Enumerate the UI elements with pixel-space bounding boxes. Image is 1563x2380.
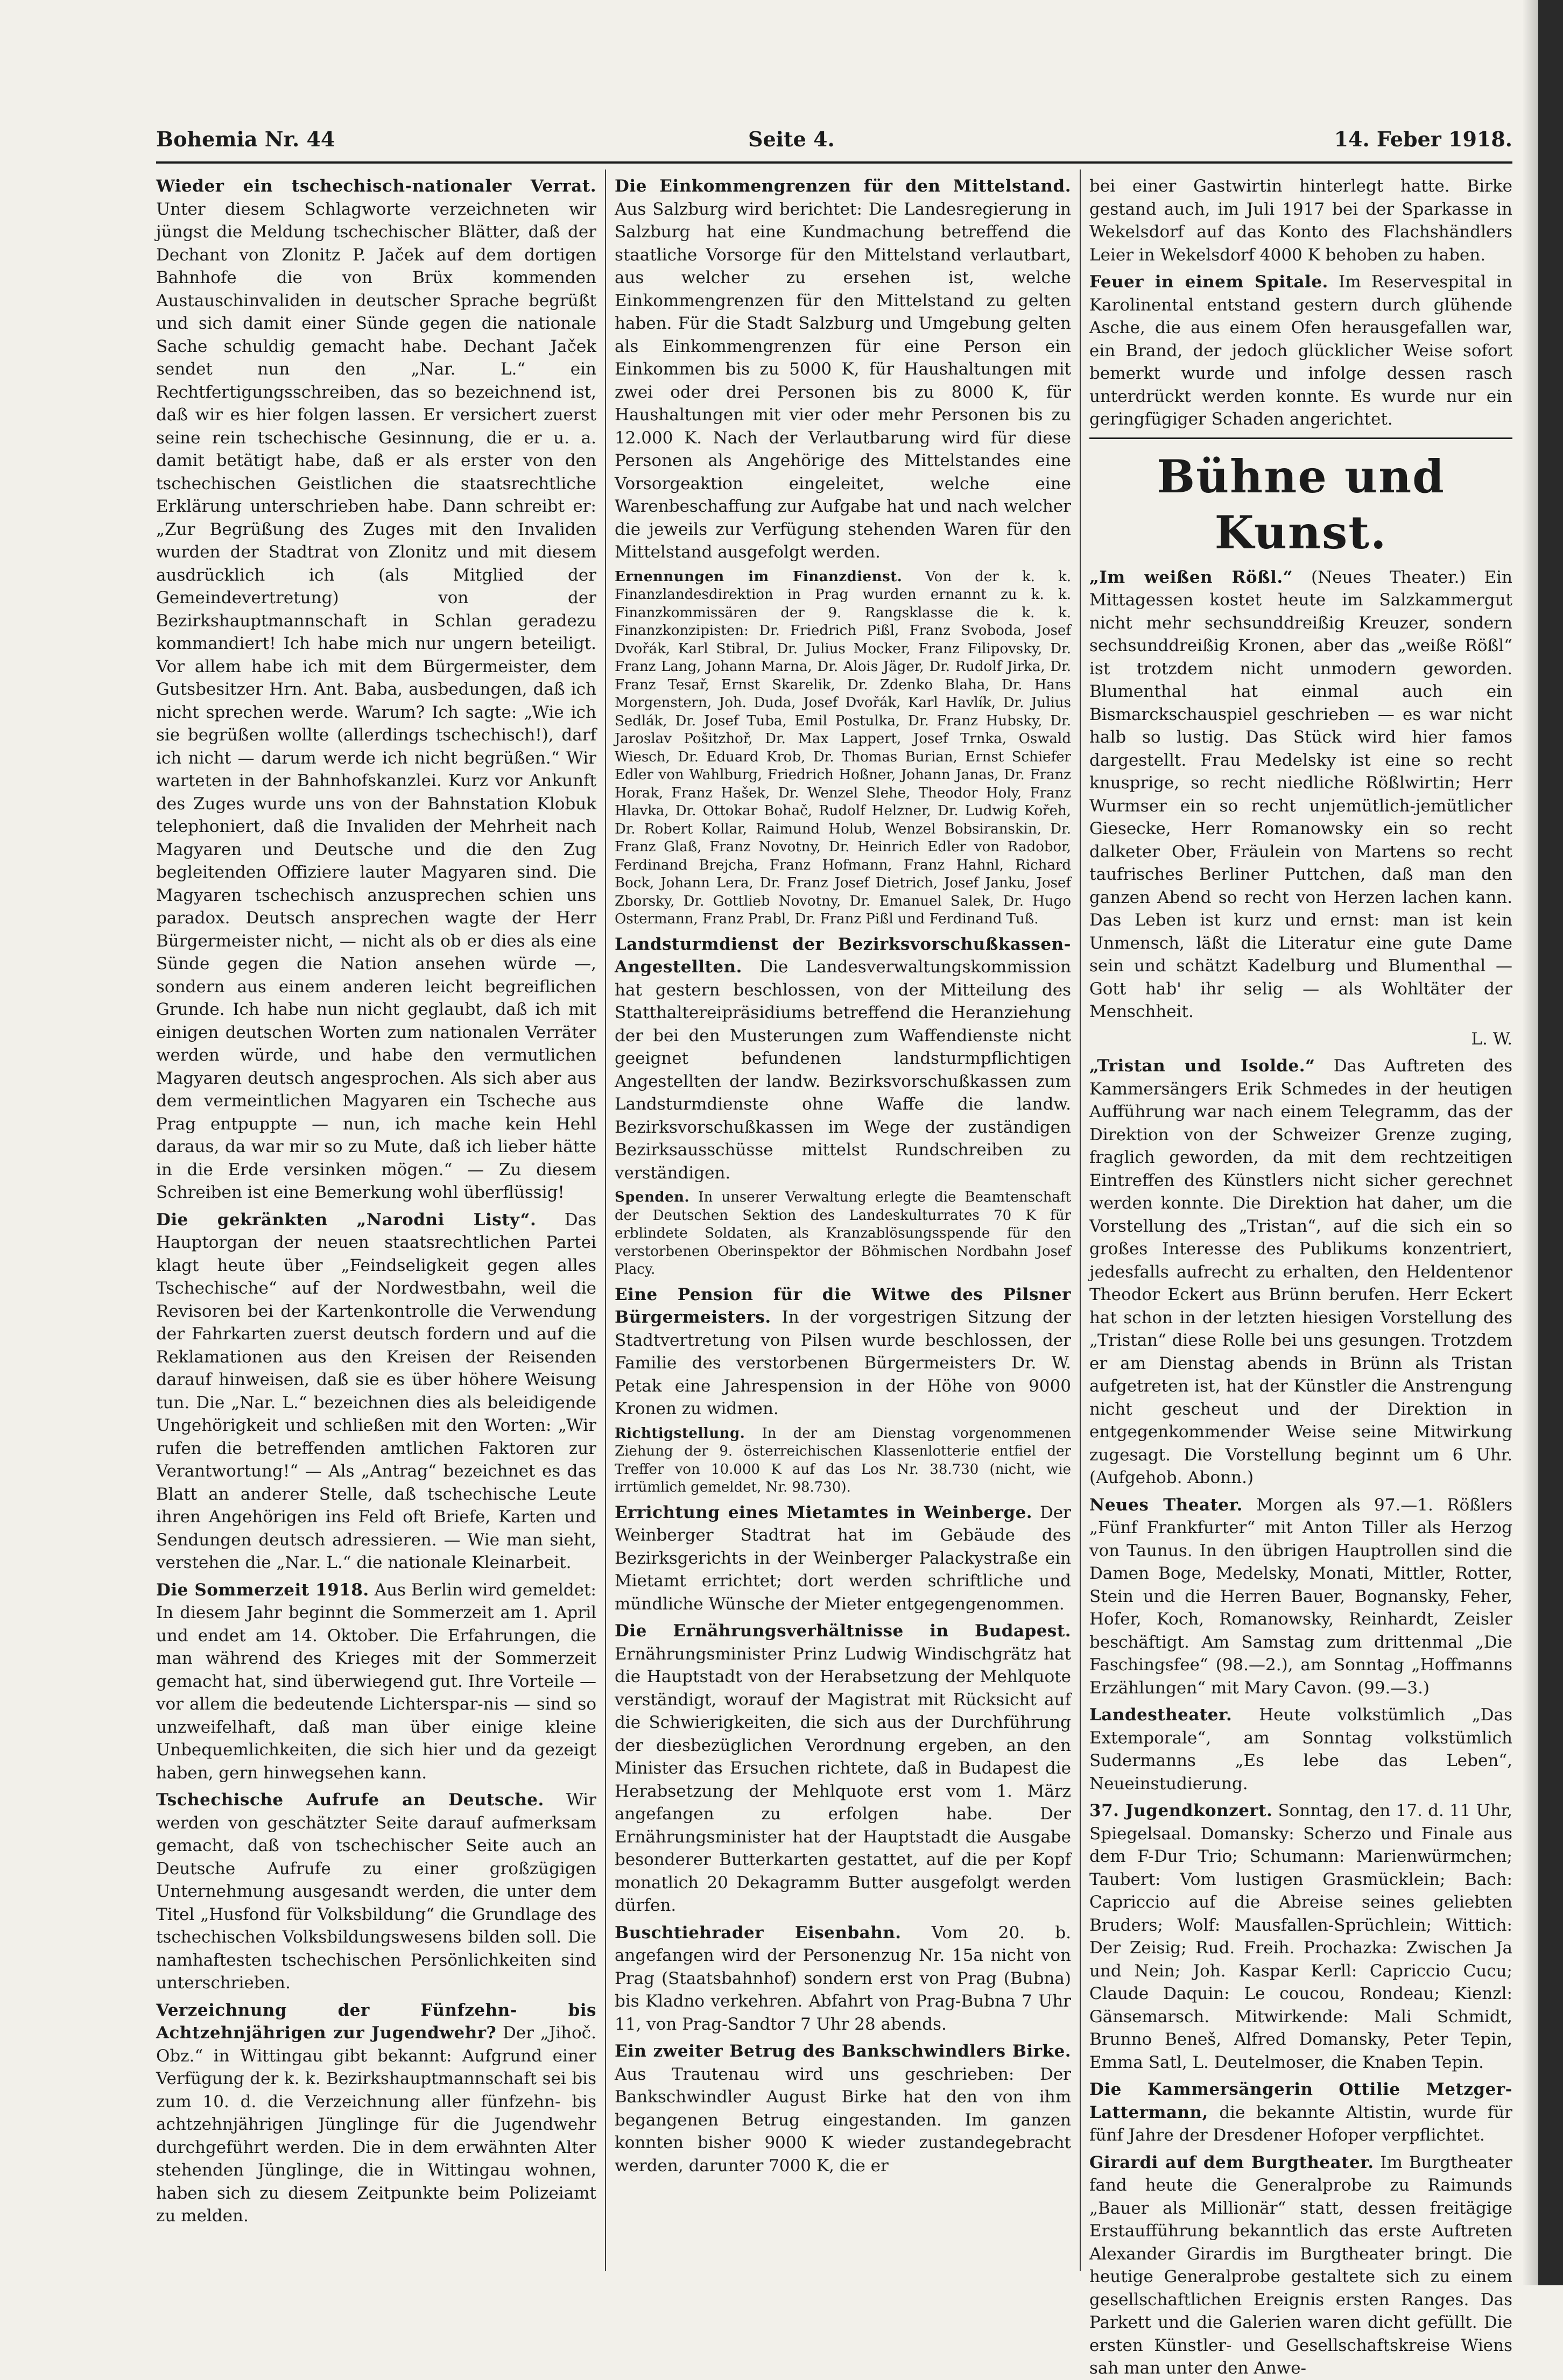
article <box>615 1501 1071 1616</box>
article <box>615 1425 1071 1497</box>
article-headline: Eine Pension für die Witwe des Pilsner Bürgermeisters. <box>615 1284 1071 1327</box>
article-headline: Wieder ein tschechisch-nationaler Verrat. <box>156 176 596 196</box>
article-headline: Die Einkommengrenzen für den Mittelstand. <box>615 176 1071 196</box>
column-right-top <box>1089 175 1512 431</box>
page-number: Seite 4. <box>748 127 835 151</box>
article <box>1089 271 1512 431</box>
article-text: In unserer Verwaltung erlegte die Beamtenschaft der Deutschen Sektion des Landeskulturrates 70 K für erblindete Soldaten, als Kranzablösungsspende für den verstorbenen Oberinspektor der Böhmischen Nordbahn Josef Placy. <box>615 1189 1072 1277</box>
article-text: Der Weinberger Stadtrat hat im Gebäude des Bezirksgerichts in der Weinberger Palackystraße ein Mietamt errichtet; dort werden schriftliche und mündliche Wünsche der Mieter entgegengenommen. <box>615 1502 1071 1614</box>
article-headline: Neues Theater. <box>1089 1495 1243 1515</box>
article-text: L. W. <box>1471 1029 1512 1049</box>
article <box>1089 2078 1512 2147</box>
article-text: Wir werden von geschätzter Seite darauf aufmerksam gemacht, daß von tschechischer Seite auch an Deutsche Aufrufe zu einer großzügigen Unternehmung ausgesandt werden, die unter dem Titel „Husfond für Volksbildung“ die Grundlage des tschechischen Volksbildungswesens bilden soll. Die namhaftesten tschechischen Persönlichkeiten sind unterschrieben. <box>156 1790 596 1993</box>
article-text: Heute volkstümlich „Das Extemporale“, am Sonntag volkstümlich Sudermanns „Es lebe das Leben“, Neueinstudierung. <box>1089 1705 1512 1793</box>
article <box>156 1999 596 2228</box>
article-text: Ernährungsminister Prinz Ludwig Windischgrätz hat die Hauptstadt von der Herabsetzung der Mehlquote verständigt, worauf der Magistrat mit Rücksicht auf die Schwierigkeiten, die sich aus der Durchführung der diesbezüglichen Verordnung ergeben, an den Minister das Ersuchen richtete, daß in Budapest die Herabsetzung der Mehlquote erst vom 1. März angefangen zu erfolgen habe. Der Ernährungsminister hat der Hauptstadt die Ausgabe besonderer Butterkarten gestattet, auf die per Kopf monatlich 20 Dekagramm Butter ausgefolgt werden dürfen. <box>615 1644 1071 1915</box>
article <box>1089 566 1512 1023</box>
page-header <box>156 127 1512 159</box>
article-text: Vom 20. b. angefangen wird der Personenzug Nr. 15a nicht von Prag (Staatsbahnhof) sondern erst von Prag (Bubna) bis Kladno verkehren. Abfahrt von Prag-Bubna 7 Uhr 11, von Prag-Sandtor 7 Uhr 28 abends. <box>615 1923 1071 2034</box>
article <box>1089 1055 1512 1489</box>
article-headline: Landestheater. <box>1089 1705 1233 1725</box>
article-text: (Neues Theater.) Ein Mittagessen kostet heute im Salzkammergut nicht mehr sechsunddreißig Kreuzer, sondern sechsunddreißig Kronen, aber das „weiße Rößl“ ist trotzdem nicht unmodern geworden. Blumenthal hat einmal auch ein Bismarckschauspiel geschrieben — es war nicht halb so lustig. Das Stück wird hier famos dargestellt. Frau Medelsky ist eine so recht knusprige, so recht niedliche Rößlwirtin; Herr Wurmser ein so recht unjemütlich-jemütlicher Giesecke, Herr Romanowsky ein so recht dalketer Ober, Fräulein von Martens so recht taufrisches Berliner Puttchen, daß man den ganzen Abend so recht von Herzen lachen kann. Das Leben ist kurz und ernst: man ist kein Unmensch, läßt die Literatur eine gute Dame sein und schätzt Kadelburg und Blumenthal — Gott hab' ihr selig — als Wohltäter der Menschheit. <box>1089 567 1512 1021</box>
column-left <box>156 175 596 2273</box>
article-headline: 37. Jugendkonzert. <box>1089 1801 1273 1820</box>
section-title: Bühne und Kunst. <box>1157 449 1445 559</box>
column-divider <box>1080 170 1081 2271</box>
column-divider <box>605 170 606 2271</box>
article-text: Das Hauptorgan der neuen staatsrechtlichen Partei klagt heute über „Feindseligkeit gegen alles Tschechische“ auf der Nordwestbahn, weil die Revisoren bei der Kartenkontrolle die Verwendung der Fahrkarten zuerst deutsch fordern und auf die Reklamationen aus den Kreisen der Reisenden darauf hinweisen, daß sie es über höhere Weisung tun. Die „Nar. L.“ bezeichnen dies als beleidigende Ungehörigkeit und schließen mit den Worten: „Wir rufen die betreffenden amtlichen Faktoren zur Verantwortung!“ — Als „Antrag“ bezeichnet es das Blatt an anderer Stelle, daß tschechische Leute ihren Angehörigen ins Feld oft Briefe, Karten und Sendungen deutsch adressieren. — Wie man sieht, verstehen die „Nar. L.“ die nationale Kleinarbeit. <box>156 1210 596 1572</box>
article-text: die bekannte Altistin, wurde für fünf Jahre der Dresdener Hofoper verpflichtet. <box>1089 2102 1512 2145</box>
page-edge-shadow <box>1522 0 1538 2285</box>
article <box>1089 1494 1512 1700</box>
article <box>615 1189 1071 1279</box>
article-headline: Landsturmdienst der Bezirksvorschußkassen-Angestellten. <box>615 934 1071 977</box>
article-headline: „Tristan und Isolde.“ <box>1089 1056 1315 1076</box>
article-text: In der am Dienstag vorgenommenen Ziehung der 9. österreichischen Klassenlotterie entfiel der Treffer von 10.000 K auf das Los Nr. 38.730 (nicht, wie irrtümlich gemeldet, Nr. 98.730). <box>615 1425 1071 1495</box>
column-middle <box>615 175 1071 2273</box>
article <box>156 1789 596 1995</box>
article-headline: Richtigstellung. <box>615 1425 745 1442</box>
article-text: Unter diesem Schlagworte verzeichneten wir jüngst die Meldung tschechischer Blätter, daß der Dechant von Zlonitz P. Jaček auf dem dortigen Bahnhofe die von Brüx kommenden Austauschinvaliden in deutscher Sprache begrüßt und sich damit einer Sünde gegen die nationale Sache schuldig gemacht habe. Dechant Jaček sendet nun den „Nar. L.“ ein Rechtfertigungsschreiben, das so bezeichnend ist, daß wir es hier folgen lassen. Er versichert zuerst seine rein tschechische Gesinnung, die er u. a. damit betätigt habe, daß er als erster von den tschechischen Geistlichen die staatsrechtliche Erklärung unterschrieben habe. Dann schreibt er: „Zur Begrüßung des Zuges mit den Invaliden wurden der Stadtrat von Zlonitz und mit diesem ausdrücklich ich (als Mitglied der Gemeindevertretung) von der Bezirkshauptmannschaft in Schlan geradezu kommandiert! Ich habe mich nur ungern beteiligt. Vor allem habe ich mit dem Bürgermeister, dem Gutsbesitzer Hrn. Ant. Baba, ausbedungen, daß ich nicht sprechen werde. Warum? Ich sagte: „Wie ich sie begrüßen wollte (allerdings tschechisch!), darf ich nicht — darum werde ich nicht begrüßen.“ Wir warteten in der Bahnhofskanzlei. Kurz vor Ankunft des Zuges wurde uns von der Bahnstation Klobuk telephoniert, daß die Invaliden der Mehrheit nach Magyaren und Deutsche und die den Zug begleitenden Offiziere lauter Magyaren sind. Die Magyaren tschechisch anzusprechen schien uns paradox. Deutsch ansprechen wagte der Herr Bürgermeister nicht, — nicht als ob er dies als eine Sünde gegen die Nation ansehen würde —, sondern aus einem anderen leicht begreiflichen Grunde. Ich habe nun nicht geglaubt, daß ich mit einigen deutschen Worten zum nationalen Verräter werden würde, und habe den vermutlichen Magyaren deutsch angesprochen. Als sich aber aus dem vermeintlichen Magyaren ein Tscheche aus Prag entpuppte — nun, ich mache kein Hehl daraus, da war mir so zu Mute, daß ich lieber hätte in die Erde versinken mögen.“ — Zu diesem Schreiben ist eine Bemerkung wohl überflüssig! <box>156 199 596 1202</box>
article-headline: Ernennungen im Finanzdienst. <box>615 568 903 585</box>
article <box>615 933 1071 1185</box>
article-text: Die Landesverwaltungskommission hat gestern beschlossen, von der Mitteilung des Statthaltereipräsidiums betreffend die Heranziehung der bei den Musterungen zum Waffendienste nicht geeignet befundenen landsturmpflichtigen Angestellten der landw. Bezirksvorschußkassen zum Landsturmdienste ohne Waffe die landw. Bezirksvorschußkassen im Wege der zuständigen Bezirksausschüsse mittelst Rundschreiben zu verständigen. <box>615 957 1071 1183</box>
column-right <box>1089 175 1512 2378</box>
article-text: Von der k. k. Finanzlandesdirektion in Prag wurden ernannt zu k. k. Finanzkommissären der 9. Rangsklasse die k. k. Finanzkonzipisten: Dr. Friedrich Pißl, Franz Svoboda, Josef Dvořák, Karl Stibral, Dr. Julius Mocker, Franz Filipovsky, Dr. Franz Lang, Johann Marna, Dr. Alois Jäger, Dr. Rudolf Jirka, Dr. Franz Tesař, Ernst Skarelik, Dr. Zdenko Blaha, Dr. Hans Morgenstern, Joh. Duda, Josef Dvořák, Karl Havlík, Dr. Julius Sedlák, Dr. Josef Tuba, Emil Postulka, Dr. Franz Hubsky, Dr. Jaroslav Pošitzhoř, Dr. Max Lappert, Josef Trnka, Oswald Wiesch, Dr. Eduard Krob, Dr. Thomas Burian, Ernst Schiefer Edler von Wahlburg, Friedrich Hoßner, Johann Janas, Dr. Franz Horak, Franz Hašek, Dr. Wenzel Slehe, Theodor Holy, Franz Hlavka, Dr. Ottokar Bohač, Rudolf Helzner, Dr. Ludwig Kořeh, Dr. Robert Kollar, Raimund Holub, Wenzel Bobsiranskin, Dr. Franz Glaß, Franz Novotny, Dr. Heinrich Edler von Radobor, Ferdinand Brejcha, Franz Hofmann, Franz Hahnl, Richard Bock, Johann Lera, Dr. Franz Josef Dietrich, Josef Janku, Josef Zborsky, Dr. Gottlieb Novotny, Dr. Emanuel Salek, Dr. Hugo Ostermann, Franz Prabl, Dr. Franz Pißl und Ferdinand Tuß. <box>615 568 1071 927</box>
article-headline: Ein zweiter Betrug des Bankschwindlers Birke. <box>615 2042 1071 2061</box>
article-headline: Die Sommerzeit 1918. <box>156 1580 369 1600</box>
article-headline: Errichtung eines Mietamtes in Weinberge. <box>615 1502 1033 1522</box>
article <box>1089 2151 1512 2380</box>
article <box>615 1922 1071 2036</box>
header-rule <box>156 161 1512 164</box>
article-text: Sonntag, den 17. d. 11 Uhr, Spiegelsaal. Domansky: Scherzo und Finale aus dem F-Dur Trio; Schumann: Marienwürmchen; Taubert: Vom lustigen Grasmücklein; Bach: Capriccio auf die Abreise seines geliebten Bruders; Wolf: Mausfallen-Sprüchlein; Wittich: Der Zeisig; Rud. Freih. Prochazka: Zwischen Ja und Nein; Joh. Kaspar Kerll: Capriccio Cucu; Claude Daquin: Le coucou, Rondeau; Kienzl: Gänsemarsch. Mitwirkende: Mali Schmidt, Brunno Beneš, Alfred Domansky, Peter Tepin, Emma Satl, L. Deutelmoser, die Knaben Tepin. <box>1089 1801 1512 2072</box>
newspaper-issue: Bohemia Nr. 44 <box>156 127 335 151</box>
article-text: bei einer Gastwirtin hinterlegt hatte. Birke gestand auch, im Juli 1917 bei der Sparkasse in Wekelsdorf auf das Konto des Flachshändlers Leier in Wekelsdorf 4000 K behoben zu haben. <box>1089 176 1512 265</box>
article-headline: Tschechische Aufrufe an Deutsche. <box>156 1790 544 1810</box>
article-headline: Girardi auf dem Burgtheater. <box>1089 2152 1374 2172</box>
article-text: Im Burgtheater fand heute die Generalprobe zu Raimunds „Bauer als Millionär“ statt, dessen freitägige Erstaufführung bekanntlich das erste Auftreten Alexander Girardis im Burgtheater bringt. Die heutige Generalprobe gestaltete sich zu einem gesellschaftlichen Ereignis ersten Ranges. Das Parkett und die Galerien waren dicht gefüllt. Die ersten Künstler- und Gesellschaftskreise Wiens sah man unter den Anwe- <box>1089 2152 1512 2378</box>
article-text: Das Auftreten des Kammersängers Erik Schmedes in der heutigen Aufführung war nach einem Telegramm, das der Direktion von der Schweizer Grenze zuging, fraglich geworden, da mit dem rechtzeitigen Eintreffen des Künstlers nicht sicher gerechnet werden konnte. Die Direktion hat daher, um die Vorstellung des „Tristan“, auf die sich ein so großes Interesse des Publikums konzentriert, jedesfalls aufrecht zu erhalten, den Heldentenor Theodor Eckert aus Brünn berufen. Herr Eckert hat schon in der letzten hiesigen Vorstellung des „Tristan“ diese Rolle bei uns gesungen. Trotzdem er am Dienstag abends in Brünn als Tristan aufgetreten ist, hat der Künstler die Anstrengung nicht gescheut und der Direktion in entgegenkommender Weise seine Mitwirkung zugesagt. Die Vorstellung beginnt um 6 Uhr. (Aufgehob. Abonn.) <box>1089 1056 1512 1487</box>
article <box>615 1283 1071 1421</box>
article <box>1089 175 1512 266</box>
section-divider <box>1089 437 1512 439</box>
article-text: In der vorgestrigen Sitzung der Stadtvertretung von Pilsen wurde beschlossen, der Familie des verstorbenen Bürgermeisters Dr. W. Petak eine Jahrespension in der Höhe von 9000 Kronen zu widmen. <box>615 1308 1071 1418</box>
article-headline: Feuer in einem Spitale. <box>1089 272 1328 292</box>
column-right-bottom <box>1089 566 1512 2380</box>
article <box>615 175 1071 564</box>
scan-border <box>1538 0 1563 2285</box>
article-headline: Spenden. <box>615 1189 690 1205</box>
article-text: Der „Jihoč. Obz.“ in Wittingau gibt bekannt: Aufgrund einer Verfügung der k. k. Bezirkshauptmannschaft sei bis zum 10. d. die Verzeichnung aller fünfzehn- bis achtzehnjährigen Jünglinge für die Jugendwehr durchgeführt werden. Die in dem erwähnten Alter stehenden Jünglinge, die in Wittingau wohnen, haben sich zu diesem Zeitpunkte beim Polizeiamt zu melden. <box>156 2023 597 2226</box>
article <box>156 1209 596 1574</box>
article-headline: Die Ernährungsverhältnisse in Budapest. <box>615 1621 1071 1641</box>
article-headline: Die gekränkten „Narodni Listy“. <box>156 1210 537 1230</box>
article-headline: Buschtiehrader Eisenbahn. <box>615 1923 902 1943</box>
article <box>156 1579 596 1785</box>
article <box>615 1620 1071 1917</box>
article <box>156 175 596 1204</box>
article <box>1089 1704 1512 1795</box>
article <box>1089 1028 1512 1051</box>
issue-date: 14. Feber 1918. <box>1334 127 1512 151</box>
article <box>615 2040 1071 2177</box>
article-text: Im Reservespital in Karolinental entstand gestern durch glühende Asche, die aus einem Ofen herausgefallen war, ein Brand, der jedoch glücklicher Weise sofort bemerkt wurde und infolge dessen rasch unterdrückt werden konnte. Es wurde nur ein geringfügiger Schaden angerichtet. <box>1089 272 1512 429</box>
article-headline: „Im weißen Rößl.“ <box>1089 567 1293 587</box>
article-text: Aus Trautenau wird uns geschrieben: Der Bankschwindler August Birke hat den von ihm begangenen Betrug eingestanden. Im ganzen konnten bisher 9000 K wieder zustandegebracht werden, darunter 7000 K, die er <box>615 2064 1071 2176</box>
article-text: Morgen als 97.—1. Rößlers „Fünf Frankfurter“ mit Anton Tiller als Herzog von Taunus. In den übrigen Hauptrollen sind die Damen Boge, Medelsky, Monati, Mittler, Rotter, Stein und die Herren Bauer, Bognansky, Feher, Hofer, Koch, Romanowsky, Reinhardt, Zeisler beschäftigt. Am Samstag zum drittenmal „Die Faschingsfee“ (98.—2.), am Sonntag „Hoffmanns Erzählungen“ mit Mary Cavon. (99.—3.) <box>1089 1495 1512 1698</box>
article-text: Aus Salzburg wird berichtet: Die Landesregierung in Salzburg hat eine Kundmachung betreffend die staatliche Vorsorge für den Mittelstand verlautbart, aus welcher zu ersehen ist, welche Einkommengrenzen für den Mittelstand zu gelten haben. Für die Stadt Salzburg und Umgebung gelten als Einkommengrenzen für eine Person ein Einkommen bis zu 5000 K, für Haushaltungen mit zwei oder drei Personen bis zu 8000 K, für Haushaltungen mit vier oder mehr Personen bis zu 12.000 K. Nach der Verlautbarung wird für diese Personen als Angehörige des Mittelstandes eine Vorsorgeaktion eingeleitet, welche eine Warenbeschaffung zur Aufgabe hat und nach welcher die jeweils zur Verfügung stehenden Waren für den Mittelstand ausgefolgt werden. <box>615 199 1071 562</box>
article <box>615 568 1071 929</box>
article-headline: Die Kammersängerin Ottilie Metzger-Lattermann, <box>1089 2080 1512 2122</box>
article-headline: Verzeichnung der Fünfzehn- bis Achtzehnjährigen zur Jugendwehr? <box>156 2000 596 2043</box>
article-text: Aus Berlin wird gemeldet: In diesem Jahr beginnt die Sommerzeit am 1. April und endet am 14. Oktober. Die Erfahrungen, die man während des Krieges mit der Sommerzeit gemacht hat, sind überwiegend gut. Ihre Vorteile — vor allem die bedeutende Lichterspar-nis — sind so unzweifelhaft, daß man über einige kleine Unbequemlichkeiten, die sich hier und da gezeigt haben, gern hinwegsehen kann. <box>156 1580 596 1783</box>
article <box>1089 1799 1512 2074</box>
